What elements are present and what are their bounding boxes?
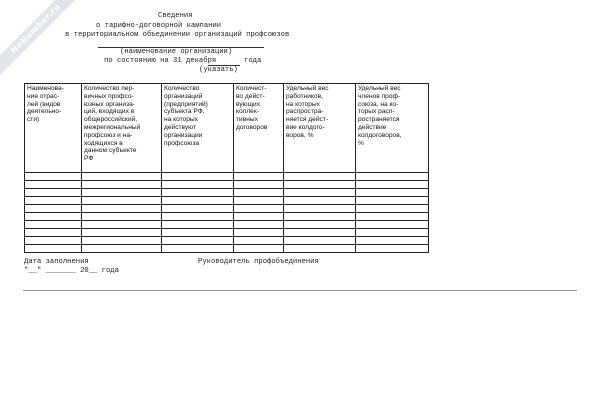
table-cell: [356, 213, 429, 221]
table-row: [25, 197, 429, 205]
table-cell: [356, 205, 429, 213]
table-cell: [234, 213, 284, 221]
column-header-text: Количест- во дейст- вующих коллек- тивных договоров: [236, 85, 268, 131]
table-cell: [234, 229, 284, 237]
table-cell: [234, 173, 284, 181]
table-cell: [162, 213, 234, 221]
table-cell: [25, 229, 82, 237]
table-cell: [162, 245, 234, 253]
table-cell: [234, 245, 284, 253]
column-header: [82, 84, 162, 173]
table-body: [25, 173, 429, 253]
table-cell: [82, 245, 162, 253]
table-cell: [25, 197, 82, 205]
table-cell: [284, 237, 356, 245]
column-header: [284, 84, 356, 173]
document-title: Сведения: [158, 12, 193, 20]
table-cell: [284, 189, 356, 197]
table-cell: [25, 189, 82, 197]
table-cell: [82, 213, 162, 221]
table-cell: [234, 189, 284, 197]
table-cell: [284, 221, 356, 229]
table-cell: [284, 197, 356, 205]
table-header-row: [25, 84, 429, 173]
table-row: [25, 221, 429, 229]
table-cell: [25, 205, 82, 213]
column-header-text: Количество организаций (предприятий) субъекта РФ, на которых действуют организации профсоюза: [164, 85, 208, 147]
table-cell: [25, 181, 82, 189]
report-table: [24, 83, 429, 253]
fill-date-label: Дата заполнения: [24, 258, 89, 266]
table-cell: [356, 181, 429, 189]
table-cell: [25, 237, 82, 245]
table-cell: [162, 173, 234, 181]
column-header: [25, 84, 82, 173]
table-row: [25, 189, 429, 197]
signature-label: Руководитель профобъединения: [198, 258, 319, 266]
table-row: [25, 173, 429, 181]
table-cell: [234, 181, 284, 189]
table-cell: [356, 245, 429, 253]
table-cell: [162, 197, 234, 205]
table-cell: [234, 205, 284, 213]
table-cell: [162, 229, 234, 237]
table-row: [25, 245, 429, 253]
column-header-text: Удельный вес членов проф- союза, на ко- торых расп- ространяется действие колдоговоров, %: [358, 85, 402, 147]
table-cell: [162, 237, 234, 245]
fill-date-line: "__" _______ 20__ года: [24, 267, 119, 275]
table-cell: [284, 173, 356, 181]
table-cell: [25, 245, 82, 253]
table-cell: [284, 181, 356, 189]
column-header-text: Наименова- ние отрас- лей (видов деятельно- сти): [27, 85, 64, 124]
table-cell: [82, 181, 162, 189]
watermark: NoNumber.ru: [0, 0, 90, 83]
column-header: [356, 84, 429, 173]
date-line-suffix: года: [244, 57, 262, 65]
table-cell: [25, 213, 82, 221]
year-caption: (указать): [199, 66, 238, 74]
document-subtitle-2: в территориальном объединении организаций профсоюзов: [65, 31, 290, 39]
column-header-text: Количество пер- вичных профсо- юзных организа- ций, входящих в общероссийский, межрегиональный профсоюз и на- ходящихся в данном субъекте РФ: [84, 85, 141, 163]
document-subtitle: о тарифно-договорной кампании: [96, 22, 222, 30]
table-row: [25, 213, 429, 221]
table-row: [25, 229, 429, 237]
table-cell: [284, 229, 356, 237]
table-cell: [162, 205, 234, 213]
table-cell: [82, 189, 162, 197]
table-cell: [356, 173, 429, 181]
bottom-divider: [23, 290, 577, 291]
table-cell: [356, 197, 429, 205]
date-line-prefix: по состоянию на 31 декабря: [104, 57, 217, 65]
table-cell: [82, 229, 162, 237]
table-cell: [82, 237, 162, 245]
table-cell: [234, 197, 284, 205]
table-cell: [162, 221, 234, 229]
table-cell: [162, 181, 234, 189]
table-cell: [356, 237, 429, 245]
table-cell: [284, 213, 356, 221]
table-cell: [82, 197, 162, 205]
column-header: [162, 84, 234, 173]
table-cell: [284, 245, 356, 253]
table-cell: [356, 189, 429, 197]
table-cell: [162, 189, 234, 197]
table-cell: [284, 205, 356, 213]
column-header: [234, 84, 284, 173]
table-cell: [234, 237, 284, 245]
table-cell: [356, 229, 429, 237]
table-cell: [82, 221, 162, 229]
table-cell: [356, 221, 429, 229]
table-cell: [234, 221, 284, 229]
column-header-text: Удельный вес работников, на которых распростра- няется дейст- вие колдого- воров, %: [286, 85, 329, 139]
table-cell: [82, 205, 162, 213]
table-cell: [82, 173, 162, 181]
table-row: [25, 181, 429, 189]
table-row: [25, 205, 429, 213]
table-cell: [25, 173, 82, 181]
table-cell: [25, 221, 82, 229]
table-row: [25, 237, 429, 245]
org-name-caption: (наименование организации): [120, 48, 233, 56]
